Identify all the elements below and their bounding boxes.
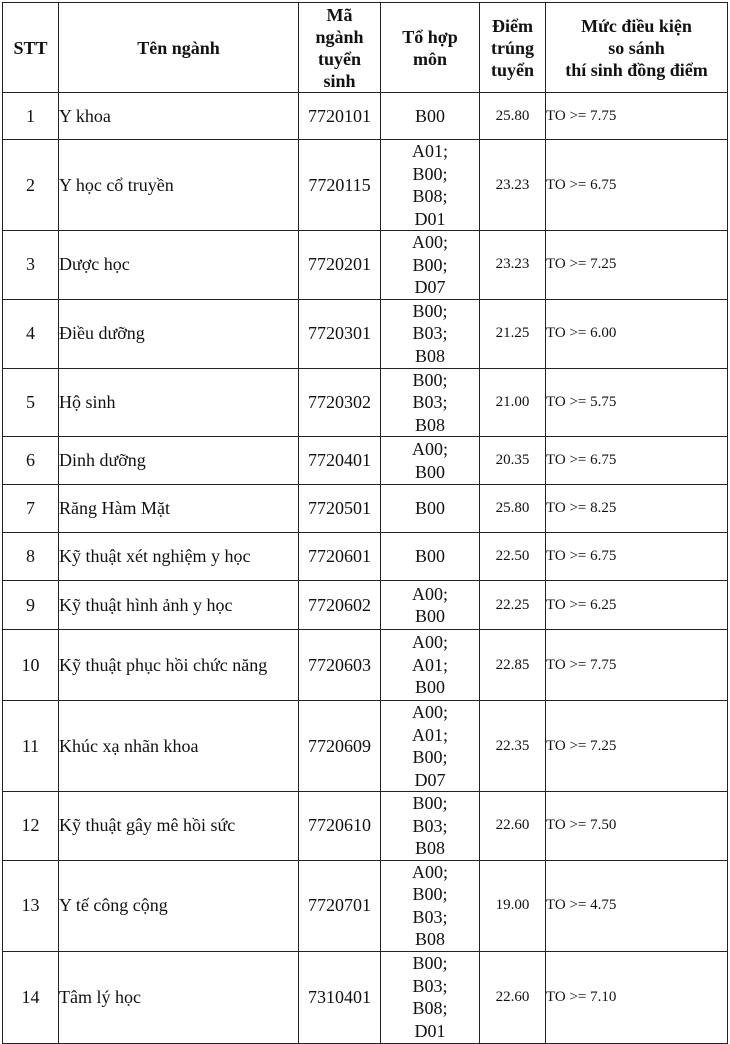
header-condition-line: Mức điều kiện (581, 15, 692, 36)
row-tiebreak-condition: TO >= 7.75 (546, 93, 728, 140)
admissions-table (2, 2, 728, 1044)
row-stt: 3 (3, 231, 59, 300)
row-subject-combos (381, 93, 480, 140)
row-program-name: Tâm lý học (59, 951, 299, 1043)
row-program-name: Dược học (59, 231, 299, 300)
subject-combo: B03; (412, 906, 448, 927)
header-condition-line: so sánh (608, 37, 665, 58)
header-combo-line: Tổ hợp (402, 26, 458, 47)
subject-combo: D07 (414, 277, 446, 297)
subject-combo: A01; (412, 141, 448, 161)
row-tiebreak-condition: TO >= 6.75 (546, 437, 728, 485)
header-code-line: Mã (326, 4, 353, 25)
subject-combo: B03; (412, 323, 448, 344)
row-tiebreak-condition: TO >= 7.10 (546, 951, 728, 1043)
row-program-code: 7720101 (299, 93, 381, 140)
header-code-line: tuyển (317, 48, 361, 69)
table-row (3, 231, 728, 300)
row-cutoff-score: 22.60 (480, 951, 546, 1043)
subject-combo: B00 (414, 677, 445, 698)
row-cutoff-score: 22.25 (480, 581, 546, 630)
row-cutoff-score: 19.00 (480, 860, 546, 951)
row-cutoff-score: 22.60 (480, 792, 546, 861)
row-cutoff-score: 25.80 (480, 93, 546, 140)
subject-combo: B00; (412, 300, 448, 321)
subject-combo: B08 (414, 414, 445, 435)
row-tiebreak-condition: TO >= 7.75 (546, 630, 728, 701)
row-program-name: Dinh dưỡng (59, 437, 299, 485)
row-subject-combos (381, 951, 480, 1043)
row-stt: 2 (3, 140, 59, 231)
header-combo (381, 3, 480, 93)
subject-combo: B08; (412, 186, 448, 206)
subject-combo: B08 (414, 838, 445, 858)
row-program-name: Kỹ thuật hình ảnh y học (59, 581, 299, 630)
row-stt: 1 (3, 93, 59, 140)
row-program-name: Kỹ thuật gây mê hồi sức (59, 792, 299, 861)
row-subject-combos (381, 437, 480, 485)
subject-combo: B00; (412, 163, 448, 184)
row-stt: 10 (3, 630, 59, 701)
table-row (3, 485, 728, 533)
subject-combo: A00; (412, 632, 448, 653)
row-tiebreak-condition: TO >= 6.75 (546, 533, 728, 581)
row-stt: 7 (3, 485, 59, 533)
header-code-line: sinh (323, 70, 356, 91)
row-tiebreak-condition: TO >= 7.25 (546, 231, 728, 300)
subject-combo: B00 (414, 105, 445, 126)
row-program-code: 7720301 (299, 299, 381, 368)
table-row (3, 533, 728, 581)
row-program-code: 7720701 (299, 860, 381, 951)
row-stt: 13 (3, 860, 59, 951)
row-program-code: 7720501 (299, 485, 381, 533)
row-program-code: 7720610 (299, 792, 381, 861)
subject-combo: B00; (412, 953, 448, 973)
row-cutoff-score: 22.35 (480, 701, 546, 792)
subject-combo: A01; (412, 724, 448, 745)
row-program-name: Kỹ thuật phục hồi chức năng (59, 630, 299, 701)
row-stt: 6 (3, 437, 59, 485)
subject-combo: B03; (412, 975, 448, 996)
table-row (3, 792, 728, 861)
row-program-code: 7720609 (299, 701, 381, 792)
row-cutoff-score: 25.80 (480, 485, 546, 533)
subject-combo: B03; (412, 392, 448, 412)
subject-combo: D07 (414, 769, 446, 790)
subject-combo: A00; (412, 583, 448, 604)
row-cutoff-score: 22.50 (480, 533, 546, 581)
subject-combo: B08; (412, 998, 448, 1018)
row-program-code: 7720401 (299, 437, 381, 485)
header-condition (546, 3, 728, 93)
row-subject-combos (381, 231, 480, 300)
row-program-name: Y học cổ truyền (59, 140, 299, 231)
header-name (59, 3, 299, 93)
row-subject-combos (381, 368, 480, 437)
row-stt: 9 (3, 581, 59, 630)
subject-combo: B00 (414, 498, 445, 519)
row-subject-combos (381, 860, 480, 951)
row-subject-combos (381, 792, 480, 861)
header-name-line: Tên ngành (137, 37, 220, 58)
row-program-name: Y khoa (59, 93, 299, 140)
row-program-code: 7720601 (299, 533, 381, 581)
table-row (3, 630, 728, 701)
row-cutoff-score: 23.23 (480, 140, 546, 231)
subject-combo: A00; (412, 232, 448, 252)
subject-combo: B00; (412, 747, 448, 767)
row-stt: 8 (3, 533, 59, 581)
subject-combo: B00; (412, 254, 448, 275)
row-subject-combos (381, 140, 480, 231)
row-cutoff-score: 23.23 (480, 231, 546, 300)
subject-combo: B08 (414, 345, 445, 366)
table-row (3, 951, 728, 1043)
row-program-code: 7720603 (299, 630, 381, 701)
row-tiebreak-condition: TO >= 7.25 (546, 701, 728, 792)
row-subject-combos (381, 701, 480, 792)
subject-combo: B00 (414, 461, 445, 482)
header-code (299, 3, 381, 93)
row-stt: 12 (3, 792, 59, 861)
header-score-line: Điểm (492, 15, 533, 36)
header-score-line: trúng (490, 37, 534, 58)
row-program-code: 7720201 (299, 231, 381, 300)
row-tiebreak-condition: TO >= 6.00 (546, 299, 728, 368)
header-combo-line: môn (412, 48, 447, 69)
row-cutoff-score: 21.00 (480, 368, 546, 437)
header-condition-line: thí sinh đồng điểm (565, 59, 708, 80)
subject-combo: B00 (414, 546, 445, 567)
header-score (480, 3, 546, 93)
row-subject-combos (381, 630, 480, 701)
row-program-name: Điều dưỡng (59, 299, 299, 368)
row-stt: 14 (3, 951, 59, 1043)
table-body (3, 93, 728, 1044)
row-program-code: 7720602 (299, 581, 381, 630)
row-subject-combos (381, 581, 480, 630)
subject-combo: A00; (412, 439, 448, 459)
subject-combo: B00 (414, 606, 445, 626)
row-subject-combos (381, 485, 480, 533)
row-program-name: Kỹ thuật xét nghiệm y học (59, 533, 299, 581)
subject-combo: B00; (412, 793, 448, 813)
subject-combo: D01 (414, 1020, 446, 1041)
row-cutoff-score: 22.85 (480, 630, 546, 701)
subject-combo: A00; (412, 861, 448, 882)
header-code-line: ngành (315, 26, 364, 47)
table-row (3, 368, 728, 437)
row-stt: 11 (3, 701, 59, 792)
header-stt-line: STT (13, 37, 48, 58)
table-row (3, 701, 728, 792)
subject-combo: B00; (412, 369, 448, 390)
table-row (3, 299, 728, 368)
row-tiebreak-condition: TO >= 6.75 (546, 140, 728, 231)
table-row (3, 93, 728, 140)
row-program-code: 7720115 (299, 140, 381, 231)
row-subject-combos (381, 299, 480, 368)
row-cutoff-score: 20.35 (480, 437, 546, 485)
table-row (3, 581, 728, 630)
row-program-name: Hộ sinh (59, 368, 299, 437)
subject-combo: B03; (412, 815, 448, 836)
row-tiebreak-condition: TO >= 4.75 (546, 860, 728, 951)
row-tiebreak-condition: TO >= 8.25 (546, 485, 728, 533)
subject-combo: A00; (412, 702, 448, 722)
row-subject-combos (381, 533, 480, 581)
row-program-code: 7720302 (299, 368, 381, 437)
table-row (3, 140, 728, 231)
row-tiebreak-condition: TO >= 5.75 (546, 368, 728, 437)
row-program-name: Y tế công cộng (59, 860, 299, 951)
subject-combo: A01; (412, 654, 448, 675)
subject-combo: B00; (412, 884, 448, 904)
header-stt (3, 3, 59, 93)
header-row (3, 3, 728, 93)
subject-combo: B08 (414, 929, 445, 949)
row-tiebreak-condition: TO >= 6.25 (546, 581, 728, 630)
table-row (3, 437, 728, 485)
row-tiebreak-condition: TO >= 7.50 (546, 792, 728, 861)
row-program-name: Răng Hàm Mặt (59, 485, 299, 533)
header-score-line: tuyển (490, 59, 534, 80)
table-row (3, 860, 728, 951)
subject-combo: D01 (414, 208, 446, 229)
row-cutoff-score: 21.25 (480, 299, 546, 368)
row-program-code: 7310401 (299, 951, 381, 1043)
row-stt: 4 (3, 299, 59, 368)
row-stt: 5 (3, 368, 59, 437)
row-program-name: Khúc xạ nhãn khoa (59, 701, 299, 792)
